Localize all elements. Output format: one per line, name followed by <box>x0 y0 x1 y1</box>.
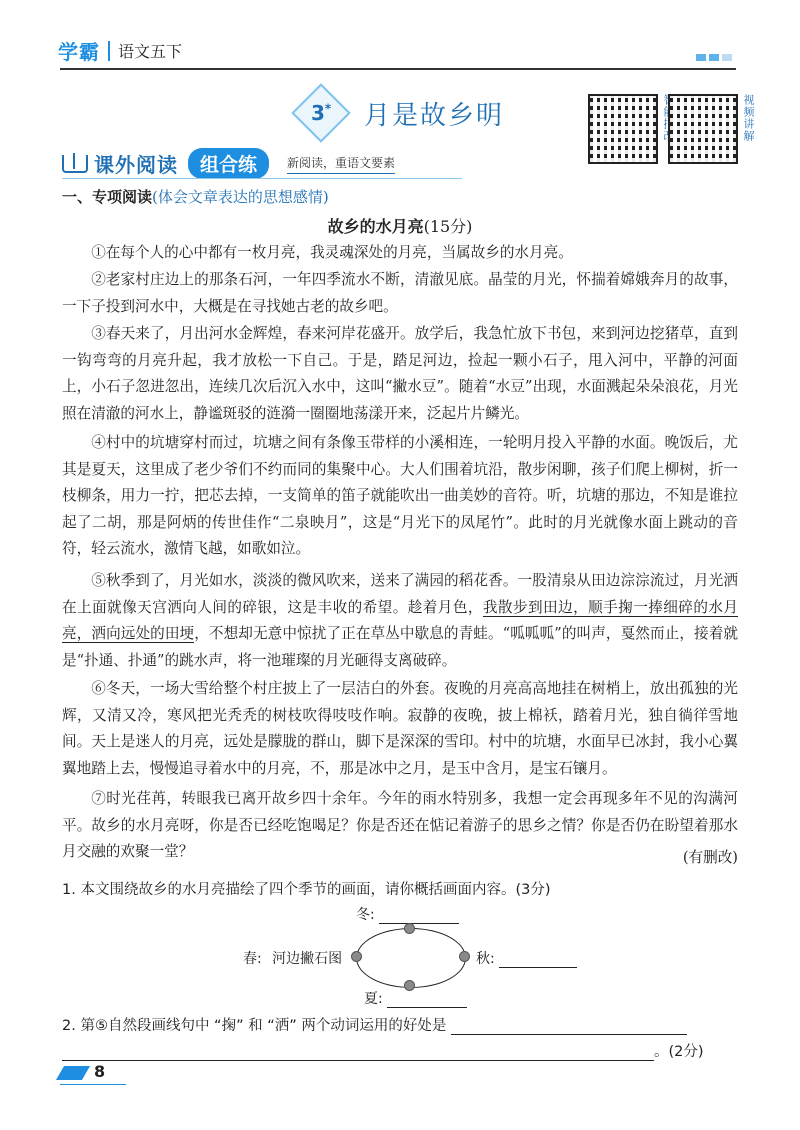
qr-code-icon[interactable] <box>668 94 738 164</box>
section-heading <box>62 186 329 207</box>
book-title: 语文五下 <box>118 42 183 61</box>
header-decoration <box>696 54 732 61</box>
section-banner <box>62 148 395 179</box>
header-square <box>722 54 732 61</box>
banner-pill: 组合练 <box>188 148 269 179</box>
section-hint: (体会文章表达的思想感情) <box>152 188 329 206</box>
season-dot-spring <box>351 951 362 962</box>
summer-answer-blank[interactable] <box>387 1007 467 1008</box>
paragraph-1: ①在每个人的心中都有一枚月亮，我灵魂深处的月亮，当属故乡的水月亮。 <box>91 244 573 261</box>
summer-label: 夏: <box>364 991 383 1007</box>
question-2-blank-2[interactable] <box>62 1060 654 1061</box>
paragraph-7: ⑦时光荏苒，转眼我已离开故乡四十余年。今年的雨水特别多，我想一定会再现多年不见的沟满河平。故乡的水月亮呀，你是否已经吃饱喝足？你是否还在惦记着游子的思乡之情？你是否仍在盼望着那水月交融的欢聚一堂？ <box>62 790 738 860</box>
brand-logo <box>58 36 182 65</box>
spring-answer: 河边撇石图 <box>272 951 343 967</box>
article-title-text: 故乡的水月亮 <box>327 217 424 236</box>
pencil-icon <box>56 1066 90 1080</box>
spring-label: 春: <box>243 951 262 967</box>
autumn-slot <box>476 948 577 968</box>
qr-block-grading[interactable] <box>588 94 676 164</box>
lesson-mark: * <box>324 101 332 116</box>
header-divider <box>108 41 110 61</box>
header-square <box>709 54 719 61</box>
qr-label-video: 视频讲解 <box>742 94 755 142</box>
question-1: 1. 本文围绕故乡的水月亮描绘了四个季节的画面，请你概括画面内容。(3分) <box>62 882 551 898</box>
qr-code-icon[interactable] <box>588 94 658 164</box>
question-2 <box>62 1014 742 1035</box>
season-cycle-ellipse <box>356 928 466 988</box>
winter-label: 冬: <box>356 907 375 923</box>
paragraph-6: ⑥冬天，一场大雪给整个村庄披上了一层洁白的外套。夜晚的月亮高高地挂在树梢上，放出孤独的光辉，又清又冷，寒风把光秃秃的树枝吹得吱吱作响。寂静的夜晚，披上棉袄，踏着月光，独自徜徉雪地间。天上是迷人的月亮，远处是朦胧的群山，脚下是深深的雪印。村中的坑塘，水面早已冰封，我小心翼翼地踏上去，慢慢追寻着水中的月亮，不，那是冰中之月，是玉中含月，是宝石镶月。 <box>62 680 738 777</box>
article-points: (15分) <box>423 217 473 236</box>
season-dot-winter <box>404 923 415 934</box>
qr-block-video[interactable] <box>668 94 756 164</box>
question-2-blank-1[interactable] <box>451 1034 687 1035</box>
header-square <box>696 54 706 61</box>
banner-rule <box>62 178 462 179</box>
lesson-number: 3 <box>310 100 325 125</box>
page-number: 8 <box>94 1062 106 1081</box>
paragraph-2: ②老家村庄边上的那条石河，一年四季流水不断，清澈见底。晶莹的月光，怀揣着嫦娥奔月的故事，一下子投到河水中，大概是在寻找她古老的故乡吧。 <box>62 271 738 315</box>
banner-note: 新阅读，重语文要素 <box>287 154 395 174</box>
banner-title: 课外阅读 <box>94 153 178 177</box>
summer-slot <box>364 988 467 1008</box>
article-title <box>0 214 800 237</box>
autumn-answer-blank[interactable] <box>499 967 577 968</box>
winter-slot <box>356 904 459 924</box>
footer-rule <box>60 1084 126 1085</box>
spring-slot <box>243 948 342 968</box>
header-rule <box>60 68 736 70</box>
underlined-sentence: 我散步到田边，顺手掬一捧细碎的水月亮，洒向远处的田埂 <box>62 598 738 642</box>
season-dot-autumn <box>459 951 470 962</box>
paragraph-4: ④村中的坑塘穿村而过，坑塘之间有条像玉带样的小溪相连，一轮明月投入平静的水面。晚饭后，尤其是夏天，这里成了老少爷们不约而同的集聚中心。大人们围着坑沿，散步闲聊，孩子们爬上柳树，折一枝柳条，用力一拧，把芯去掉，一支简单的笛子就能吹出一曲美妙的音符。听，坑塘的那边，不知是谁拉起了二胡，那是阿炳的传世佳作“二泉映月”，这是“月光下的凤尾竹”。此时的月光就像水面上跳动的音符，轻云流水，激情飞越，如歌如泣。 <box>62 434 738 557</box>
question-2-line-2 <box>62 1040 742 1061</box>
winter-answer-blank[interactable] <box>379 923 459 924</box>
brand-name: 学霸 <box>58 40 100 64</box>
paragraph-5 <box>62 568 738 674</box>
open-book-icon <box>62 155 88 173</box>
section-heading-text: 一、专项阅读 <box>62 188 153 206</box>
paragraph-5-post: ，不想却无意中惊扰了正在草丛中歇息的青蛙。“呱呱呱”的叫声，戛然而止，接着就是“扑通、扑通”的跳水声，将一池璀璨的月光砸得支离破碎。 <box>62 625 738 669</box>
lesson-number-badge <box>291 83 350 142</box>
paragraph-5-pre: ⑤秋季到了，月光如水，淡淡的微风吹来，送来了满园的稻花香。一股清泉从田边淙淙流过，月光洒在上面就像天宫洒向人间的碎银，这是丰收的希望。趁着月色， <box>62 572 738 616</box>
paragraph-3: ③春天来了，月出河水金辉煌，春来河岸花盛开。放学后，我急忙放下书包，来到河边挖猪草，直到一钩弯弯的月亮升起，我才放松一下自己。于是，踏足河边，捡起一颗小石子，甩入河中，平静的河面上，小石子忽进忽出，连续几次后沉入水中，这叫“撇水豆”。随着“水豆”出现，水面溅起朵朵浪花，月光照在清澈的河水上，静谧斑驳的涟漪一圈圈地荡漾开来，泛起片片鳞光。 <box>62 325 738 422</box>
question-2-points: 。(2分) <box>654 1044 704 1060</box>
lesson-title: 月是故乡明 <box>364 100 505 131</box>
question-2-text: 2. 第⑤自然段画线句中 “掬” 和 “洒” 两个动词运用的好处是 <box>62 1018 447 1034</box>
lesson-heading <box>300 92 504 134</box>
source-note: (有删改) <box>682 849 738 866</box>
autumn-label: 秋: <box>476 951 495 967</box>
